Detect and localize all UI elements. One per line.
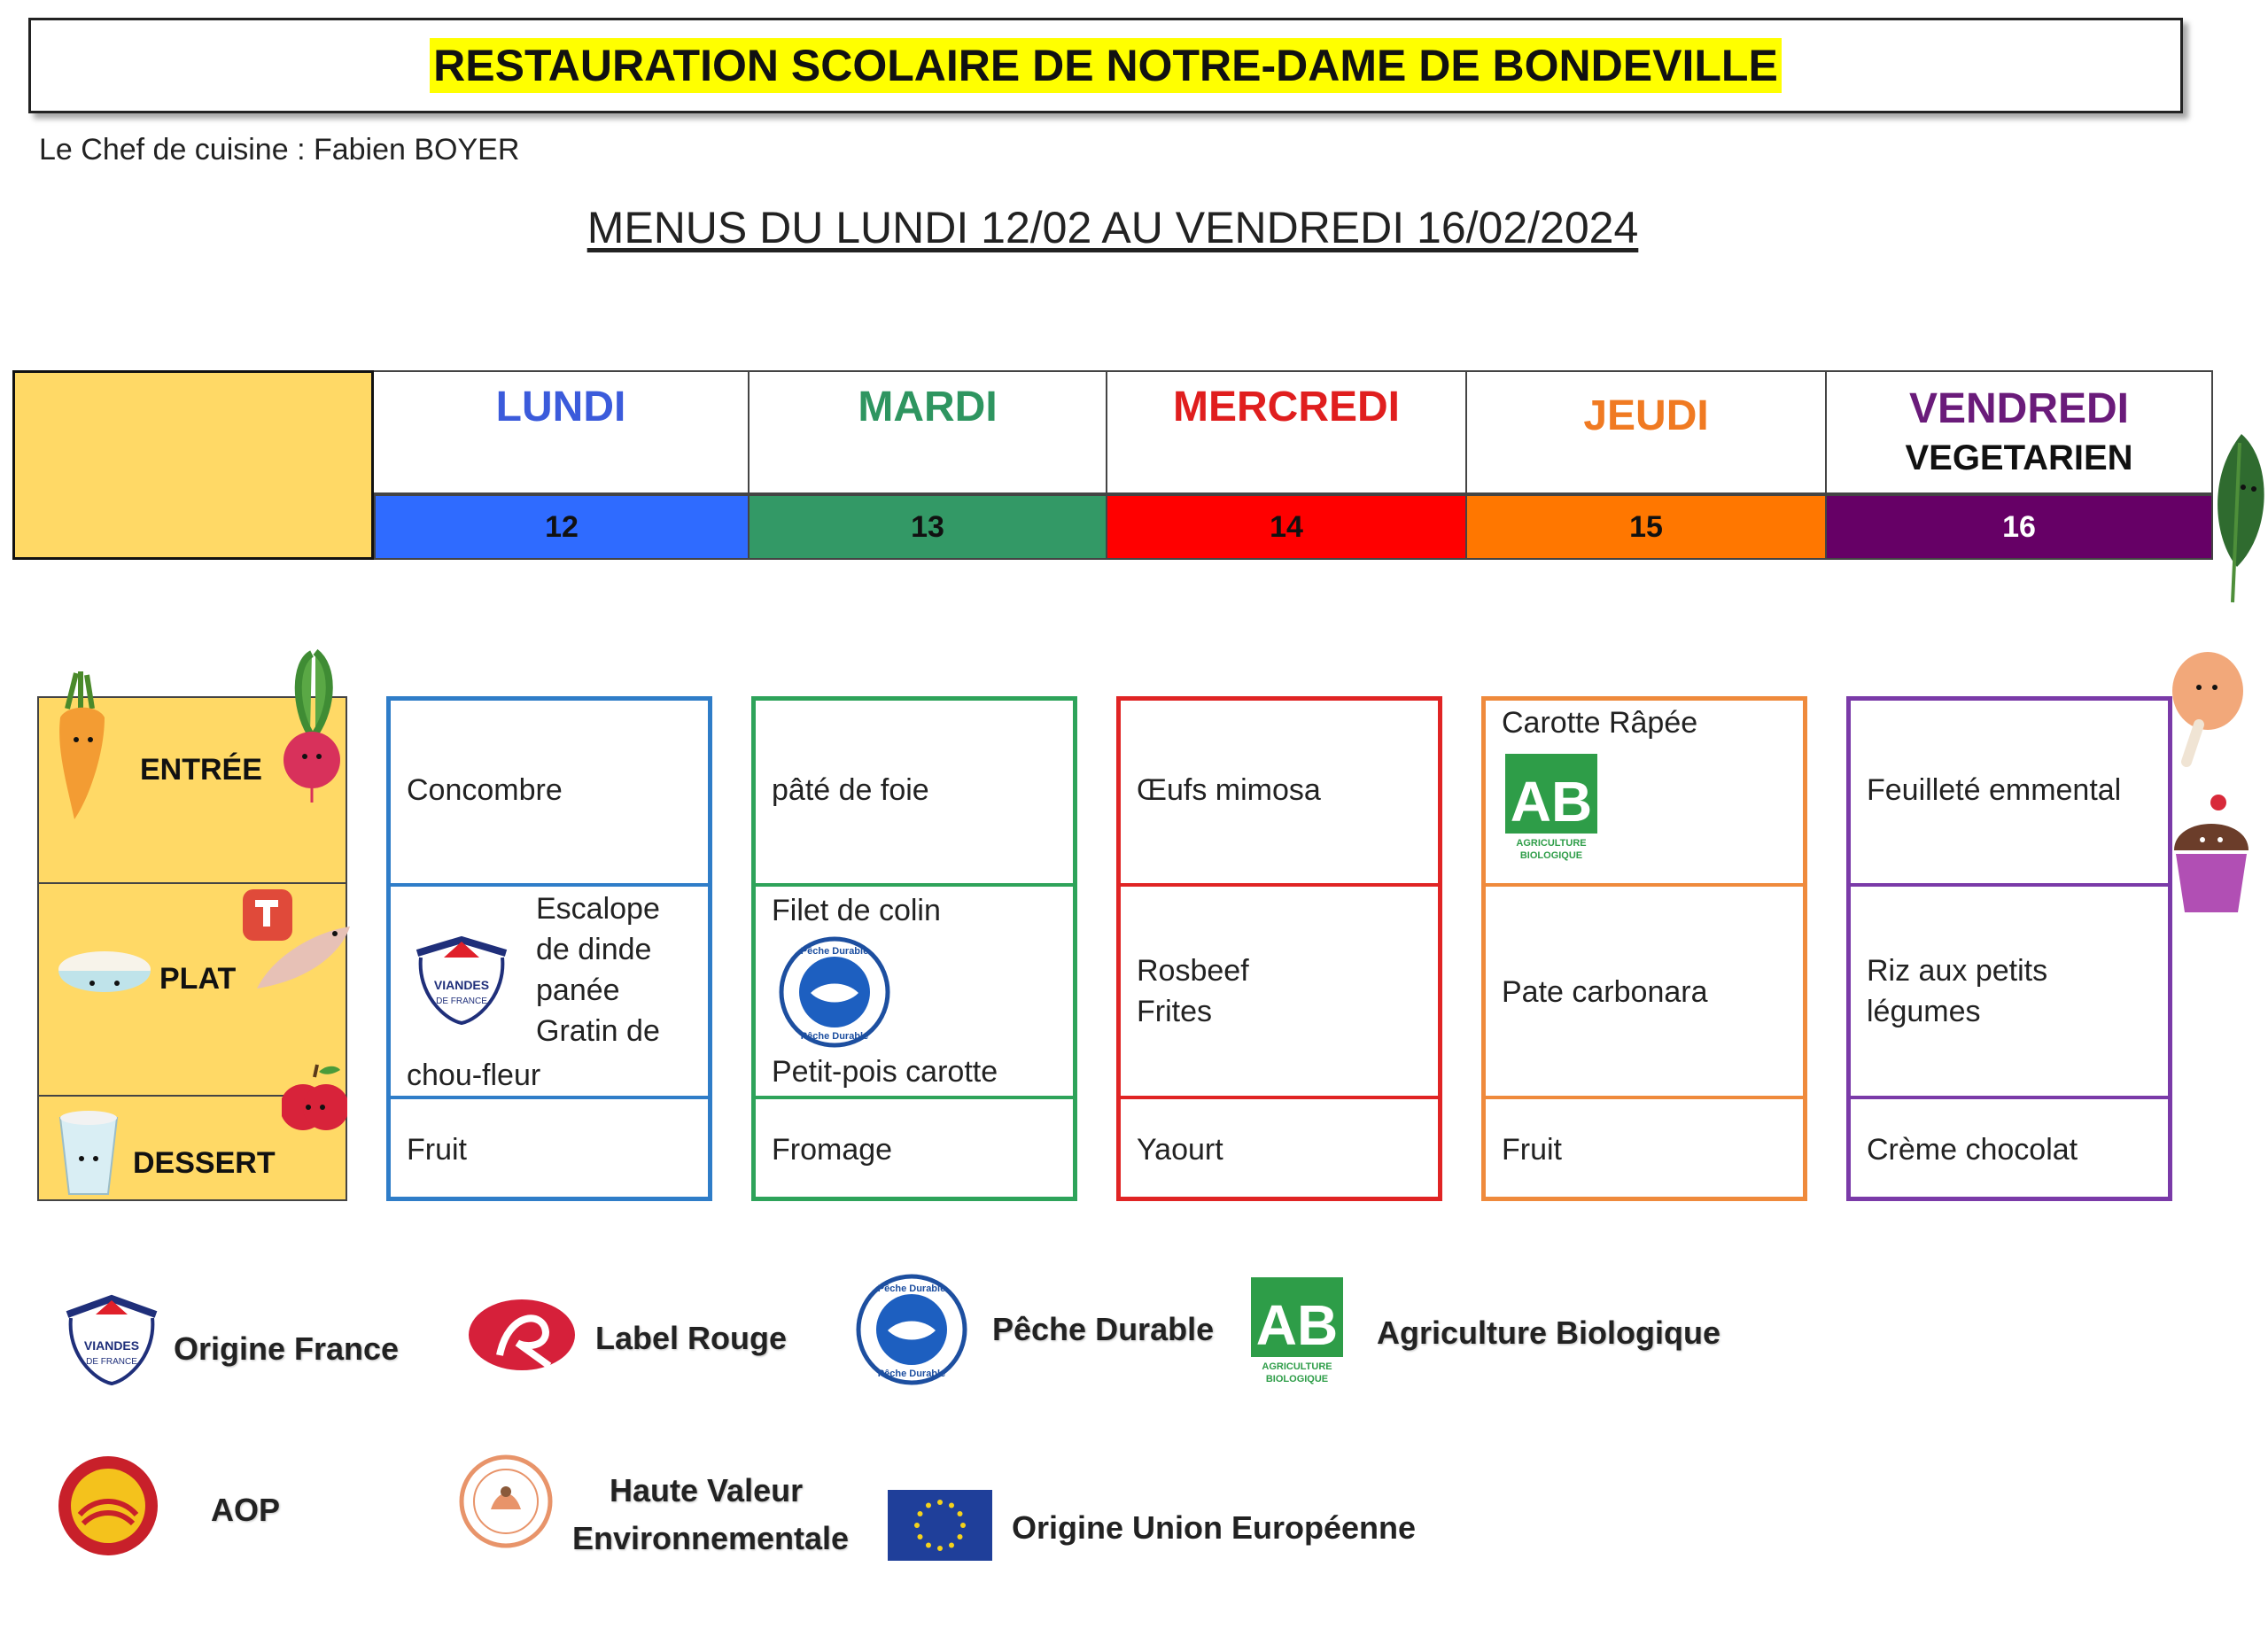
cupcake-icon xyxy=(2167,788,2256,921)
dish-mardi-dessert: Fromage xyxy=(772,1133,893,1167)
menu-cell-vendredi-entree xyxy=(1851,701,2168,887)
legend-peche-durable: Pêche Durable xyxy=(992,1311,1215,1347)
day-number-mardi: 13 xyxy=(750,494,1107,560)
dish-lundi-dessert: Fruit xyxy=(407,1133,467,1167)
origine-france-logo-icon xyxy=(58,1288,165,1385)
day-name-jeudi: JEUDI xyxy=(1583,392,1709,439)
rice-bowl-icon xyxy=(51,946,158,1008)
menu-cell-mardi-entree xyxy=(756,701,1073,887)
dish-mardi-entree: pâté de foie xyxy=(772,773,929,807)
dish-jeudi-plat-main: Pate carbonara xyxy=(1502,975,1708,1009)
vdf-logo-text-2: DE FRANCE xyxy=(436,996,487,1006)
day-subtitle-vendredi: VEGETARIEN xyxy=(1905,438,2133,477)
ab-logo-caption-1: AGRICULTURE xyxy=(1516,838,1587,849)
dish-lundi-plat-side: chou-fleur xyxy=(407,1059,541,1092)
legend-agriculture-biologique: Agriculture Biologique xyxy=(1377,1314,1721,1351)
menu-cell-jeudi-entree xyxy=(1486,701,1803,887)
dish-lundi-entree: Concombre xyxy=(407,773,563,807)
menu-cell-mercredi-plat xyxy=(1121,887,1438,1099)
dish-jeudi-dessert: Fruit xyxy=(1502,1133,1562,1167)
legend-aop: AOP xyxy=(211,1492,281,1528)
legend-origine-france: Origine France xyxy=(174,1330,400,1367)
legend-ab-caption-2: BIOLOGIQUE xyxy=(1265,1374,1329,1384)
dish-mercredi-plat-main: Rosbeef xyxy=(1137,954,1249,988)
drumstick-icon xyxy=(2163,647,2249,779)
menu-cell-mercredi-entree xyxy=(1121,701,1438,887)
menu-cell-vendredi-plat xyxy=(1851,887,2168,1099)
day-header-mardi xyxy=(750,370,1107,494)
peche-logo-ring-bottom: Pêche Durable xyxy=(800,1031,869,1042)
legend-ab-caption-1: AGRICULTURE xyxy=(1262,1361,1332,1372)
day-header-jeudi xyxy=(1467,370,1827,494)
menu-cell-mardi-dessert xyxy=(756,1099,1073,1197)
day-name-vendredi: VENDREDI xyxy=(1908,385,2130,432)
legend-origine-ue: Origine Union Européenne xyxy=(1012,1509,1417,1546)
legend-peche-durable-logo-icon xyxy=(854,1272,969,1387)
agriculture-biologique-logo-icon xyxy=(1503,752,1599,862)
page-title: RESTAURATION SCOLAIRE DE NOTRE-DAME DE BONDEVILLE xyxy=(430,38,1782,93)
yogurt-icon xyxy=(53,1100,124,1198)
day-name-mercredi: MERCREDI xyxy=(1172,384,1400,430)
row-label-entree: ENTRÉE xyxy=(140,753,262,787)
header-corner xyxy=(12,370,374,560)
menu-cell-mercredi-dessert xyxy=(1121,1099,1438,1197)
dish-mercredi-dessert: Yaourt xyxy=(1137,1133,1223,1167)
menu-cell-jeudi-dessert xyxy=(1486,1099,1803,1197)
dish-vendredi-dessert: Crème chocolat xyxy=(1867,1133,2078,1167)
dish-mercredi-plat-side: Frites xyxy=(1137,995,1212,1028)
menu-column-mardi xyxy=(751,696,1077,1201)
day-name-lundi: LUNDI xyxy=(495,384,626,430)
peche-durable-logo-icon xyxy=(777,934,892,1050)
day-header-lundi xyxy=(374,370,750,494)
row-label-plat: PLAT xyxy=(159,962,237,996)
menu-column-vendredi xyxy=(1846,696,2172,1201)
day-number-vendredi: 16 xyxy=(1827,494,2213,560)
menu-column-jeudi xyxy=(1481,696,1807,1201)
legend-hve-line2: Environnementale xyxy=(572,1520,850,1556)
menu-cell-lundi-plat xyxy=(391,887,708,1099)
legend-vdf-text-2: DE FRANCE xyxy=(86,1357,137,1367)
dish-vendredi-plat-side: légumes xyxy=(1867,995,1981,1028)
spinach-leaf-icon xyxy=(2188,425,2268,611)
legend-label-rouge: Label Rouge xyxy=(595,1320,788,1356)
hve-logo-icon xyxy=(457,1453,555,1550)
legend-hve-line1: Haute Valeur xyxy=(610,1472,804,1508)
carrot-icon xyxy=(50,664,112,824)
ab-logo-caption-2: BIOLOGIQUE xyxy=(1519,850,1583,861)
ab-logo-letters: AB xyxy=(1510,770,1593,834)
menu-cell-mardi-plat xyxy=(756,887,1073,1099)
menu-column-mercredi xyxy=(1116,696,1442,1201)
dish-mardi-plat-side: Petit-pois carotte xyxy=(772,1055,998,1089)
legend-ab-letters: AB xyxy=(1255,1293,1339,1357)
legend-peche-ring-bottom: Pêche Durable xyxy=(877,1369,946,1379)
menu-column-lundi xyxy=(386,696,712,1201)
day-number-jeudi: 15 xyxy=(1467,494,1827,560)
day-header-vendredi xyxy=(1827,370,2213,494)
radish-icon xyxy=(276,645,347,804)
eu-flag-icon xyxy=(888,1490,992,1561)
menu-week-title-text: MENUS DU LUNDI 12/02 AU VENDREDI 16/02/2024 xyxy=(586,203,1639,252)
meat-fish-icon xyxy=(239,882,354,997)
aop-logo-icon xyxy=(55,1453,161,1559)
menu-cell-lundi-dessert xyxy=(391,1099,708,1197)
title-box xyxy=(28,18,2183,113)
dish-mercredi-entree: Œufs mimosa xyxy=(1137,773,1321,807)
peche-logo-ring-top: Pêche Durable xyxy=(800,946,869,957)
vdf-logo-text-1: VIANDES xyxy=(433,978,490,992)
day-number-mercredi: 14 xyxy=(1107,494,1467,560)
apple-icon xyxy=(282,1063,347,1139)
dish-jeudi-entree: Carotte Râpée xyxy=(1502,706,1698,740)
dish-lundi-plat-main: Escalope de dinde panée Gratin de xyxy=(536,892,660,1048)
dish-vendredi-entree: Feuilleté emmental xyxy=(1867,773,2122,807)
legend-peche-ring-top: Pêche Durable xyxy=(877,1283,946,1294)
menu-cell-vendredi-dessert xyxy=(1851,1099,2168,1197)
legend-vdf-text-1: VIANDES xyxy=(83,1338,140,1353)
day-header-mercredi xyxy=(1107,370,1467,494)
chef-credit: Le Chef de cuisine : Fabien BOYER xyxy=(39,133,520,167)
dish-vendredi-plat-main: Riz aux petits xyxy=(1867,954,2048,988)
menu-cell-jeudi-plat xyxy=(1486,887,1803,1099)
row-label-dessert: DESSERT xyxy=(133,1146,276,1180)
menu-week-title xyxy=(0,202,2225,253)
label-rouge-logo-icon xyxy=(464,1293,579,1376)
legend-agriculture-bio-logo-icon xyxy=(1249,1276,1345,1387)
viandes-de-france-logo-icon xyxy=(408,931,515,1028)
day-name-mardi: MARDI xyxy=(858,384,998,430)
dish-mardi-plat-main: Filet de colin xyxy=(772,894,941,927)
menu-cell-lundi-entree xyxy=(391,701,708,887)
day-number-lundi: 12 xyxy=(374,494,750,560)
